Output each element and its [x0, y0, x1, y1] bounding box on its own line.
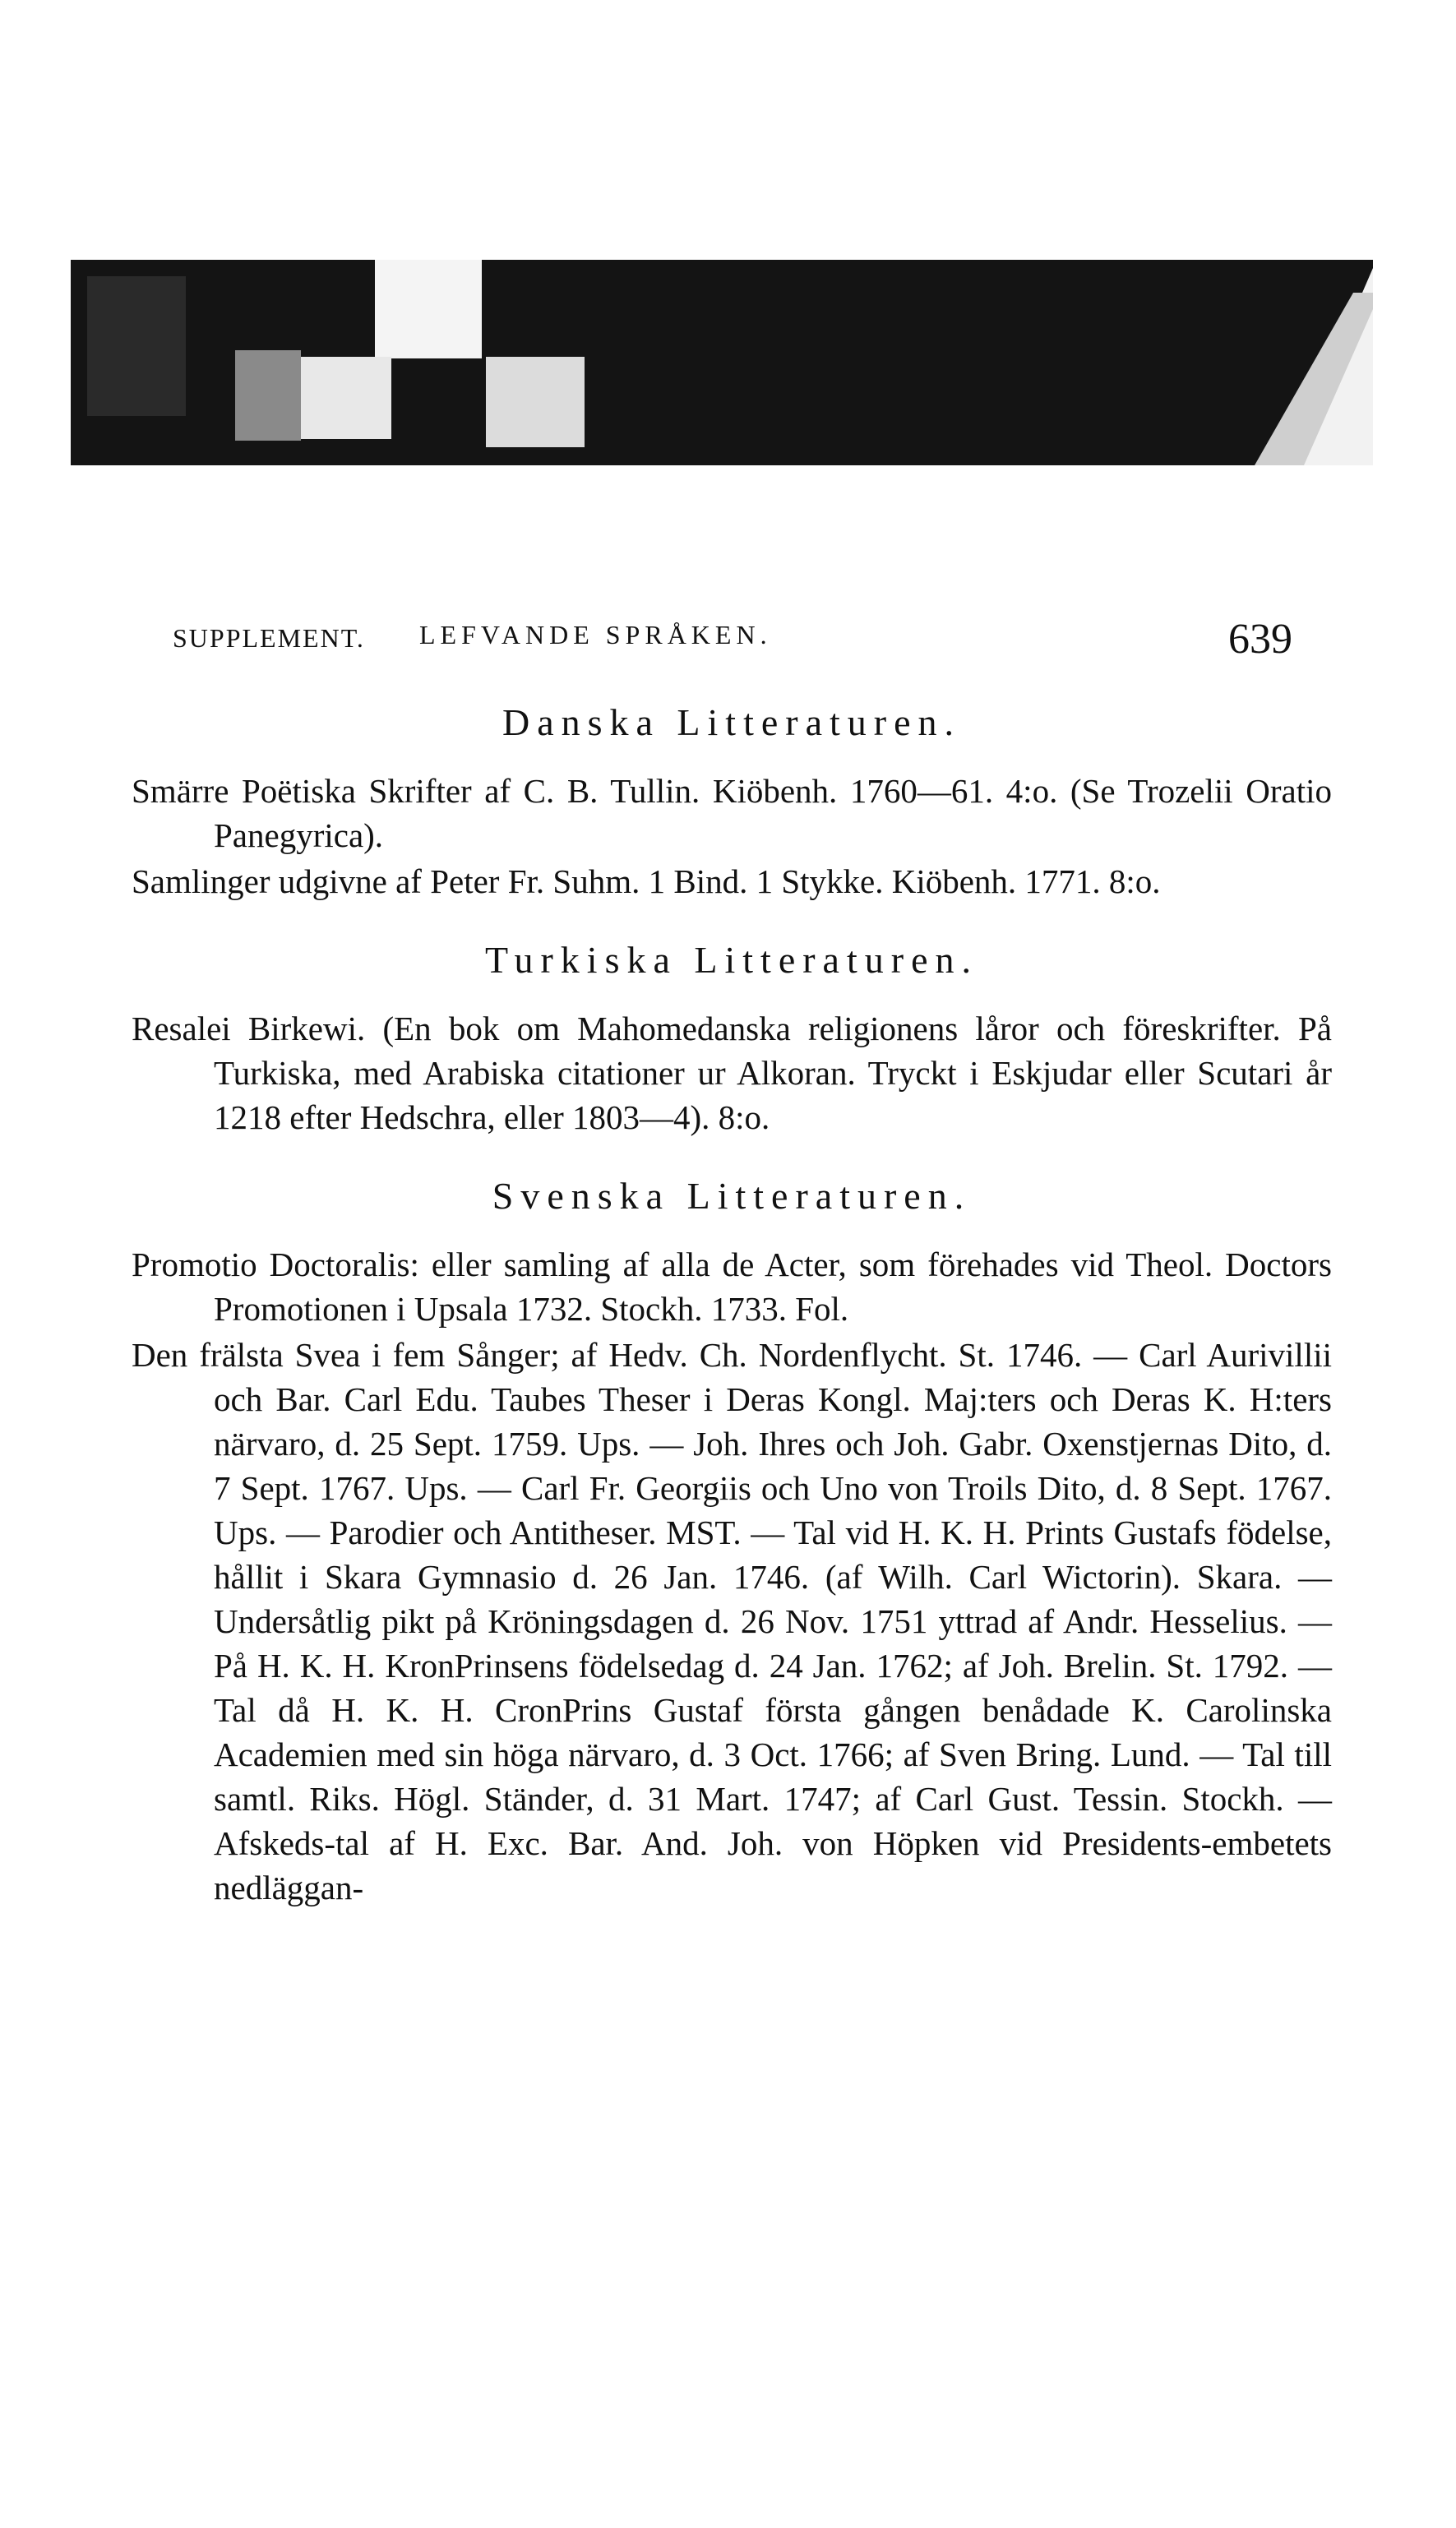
scan-color-strip	[71, 260, 1373, 465]
running-head-left: SUPPLEMENT.	[173, 623, 365, 653]
bibliography-entry: Samlinger udgivne af Peter Fr. Suhm. 1 Bind. 1 Stykke. Kiöbenh. 1771. 8:o.	[132, 862, 1161, 900]
section-turkiska	[132, 938, 1332, 1139]
bibliography-entry: Den frälsta Svea i fem Sånger; af Hedv. Ch. Nordenflycht. St. 1746. — Carl Aurivillii och Bar. Carl Edu. Taubes Theser i Deras Kongl. Maj:ters och Deras K. H:ters närvaro, d. 25 Sept. 1759. Ups. — Joh. Ihres och Joh. Gabr. Oxenstjernas Dito, d. 7 Sept. 1767. Ups. — Carl Fr. Georgiis och Uno von Troils Dito, d. 8 Sept. 1767. Ups. — Parodier och Antitheser. MST. — Tal vid H. K. H. Prints Gustafs födelse, hållit i Skara Gymnasio d. 26 Jan. 1746. (af Wilh. Carl Wictorin). Skara. — Undersåtlig pikt på Kröningsdagen d. 26 Nov. 1751 yttrad af Andr. Hesselius. — På H. K. H. KronPrinsens födelsedag d. 24 Jan. 1762; af Joh. Brelin. St. 1792. — Tal då H. K. H. CronPrins Gustaf första gången benådade K. Carolinska Academien med sin höga närvaro, d. 3 Oct. 1766; af Sven Bring. Lund. — Tal till samtl. Riks. Högl. Ständer, d. 31 Mart. 1747; af Carl Gust. Tessin. Stockh. — Afskeds-tal af H. Exc. Bar. And. Joh. von Höpken vid Presidents-embetets nedläggan-	[132, 1336, 1332, 1906]
running-head	[132, 608, 1332, 666]
bibliography-entry: Smärre Poëtiska Skrifter af C. B. Tullin. Kiöbenh. 1760—61. 4:o. (Se Trozelii Oratio Panegyrica).	[132, 772, 1332, 854]
book-page	[132, 608, 1332, 1911]
running-head-title: LEFVANDE SPRÅKEN.	[419, 620, 772, 649]
section-danska	[132, 700, 1332, 904]
bibliography-entry: Resalei Birkewi. (En bok om Mahomedanska religionens låror och föreskrifter. På Turkiska, med Arabiska citationer ur Alkoran. Tryckt i Eskjudar eller Scutari år 1218 efter Hedschra, eller 1803—4). 8:o.	[132, 1010, 1332, 1136]
section-svenska	[132, 1174, 1332, 1910]
strip-diagonal-shape	[71, 260, 1373, 465]
page-number: 639	[1228, 616, 1292, 663]
section-heading: Turkiska Litteraturen.	[484, 939, 978, 981]
section-heading: Svenska Litteraturen.	[492, 1175, 972, 1217]
bibliography-entry: Promotio Doctoralis: eller samling af alla de Acter, som förehades vid Theol. Doctors Promotionen i Upsala 1732. Stockh. 1733. Fol.	[132, 1246, 1332, 1328]
section-heading: Danska Litteraturen.	[502, 701, 962, 743]
